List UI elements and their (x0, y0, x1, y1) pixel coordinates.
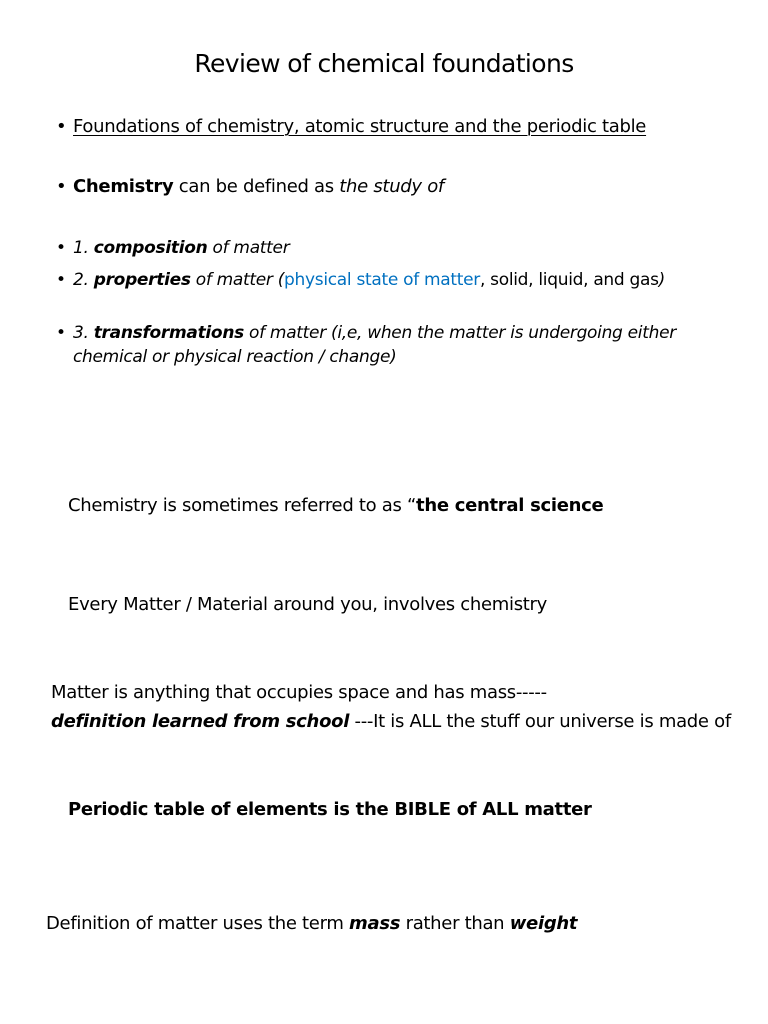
matter-definition-line: Matter is anything that occupies space and has mass----- (51, 682, 547, 703)
bullet-dot: • (56, 238, 66, 258)
properties-mid: of matter ( (190, 270, 285, 290)
matter-definition-rest: ---It is ALL the stuff our universe is made of (349, 711, 731, 732)
page-title: Review of chemical foundations (194, 49, 574, 78)
mass-weight-paragraph (46, 909, 577, 938)
matter-chemistry-paragraph: Every Matter / Material around you, involves chemistry (68, 594, 548, 615)
composition-rest: of matter (207, 238, 290, 258)
bullet-dot: • (56, 323, 66, 343)
bullet-transformations (56, 321, 736, 369)
bullet-dot: • (56, 116, 67, 137)
bullet-composition (56, 236, 746, 260)
physical-state-text: physical state of matter (284, 270, 480, 290)
periodic-table-paragraph: Periodic table of elements is the BIBLE of ALL matter (68, 799, 592, 820)
bullet-dot: • (56, 270, 66, 290)
item-number: 2. (73, 270, 94, 290)
composition-term: composition (93, 238, 208, 258)
chemistry-term: Chemistry (73, 176, 174, 197)
properties-term: properties (93, 270, 191, 290)
matter-definition-paragraph (51, 678, 763, 736)
bullet-properties (56, 268, 716, 292)
study-of-phrase: the study of (339, 176, 444, 197)
item-number: 3. (73, 323, 94, 343)
central-science-lead: Chemistry is sometimes referred to as “ (68, 495, 417, 516)
central-science-paragraph (68, 491, 603, 520)
mass-term: mass (349, 913, 401, 934)
transformations-rest: of matter (i,e, when the matter is undergoing either chemical or physical reaction / change) (73, 323, 676, 367)
bullet-foundations (56, 115, 746, 139)
school-definition-term: definition learned from school (51, 711, 350, 732)
transformations-term: transformations (93, 323, 244, 343)
mass-weight-mid: rather than (400, 913, 510, 934)
item-number: 1. (73, 238, 94, 258)
central-science-term: the central science (416, 495, 604, 516)
definition-phrase: can be defined as (173, 176, 340, 197)
properties-close: ) (658, 270, 666, 290)
weight-term: weight (509, 913, 578, 934)
bullet-foundations-text: Foundations of chemistry, atomic structure and the periodic table (73, 116, 647, 137)
mass-weight-lead: Definition of matter uses the term (46, 913, 350, 934)
properties-rest: , solid, liquid, and gas (479, 270, 659, 290)
bullet-dot: • (56, 176, 67, 197)
bullet-chemistry-definition (56, 175, 746, 199)
